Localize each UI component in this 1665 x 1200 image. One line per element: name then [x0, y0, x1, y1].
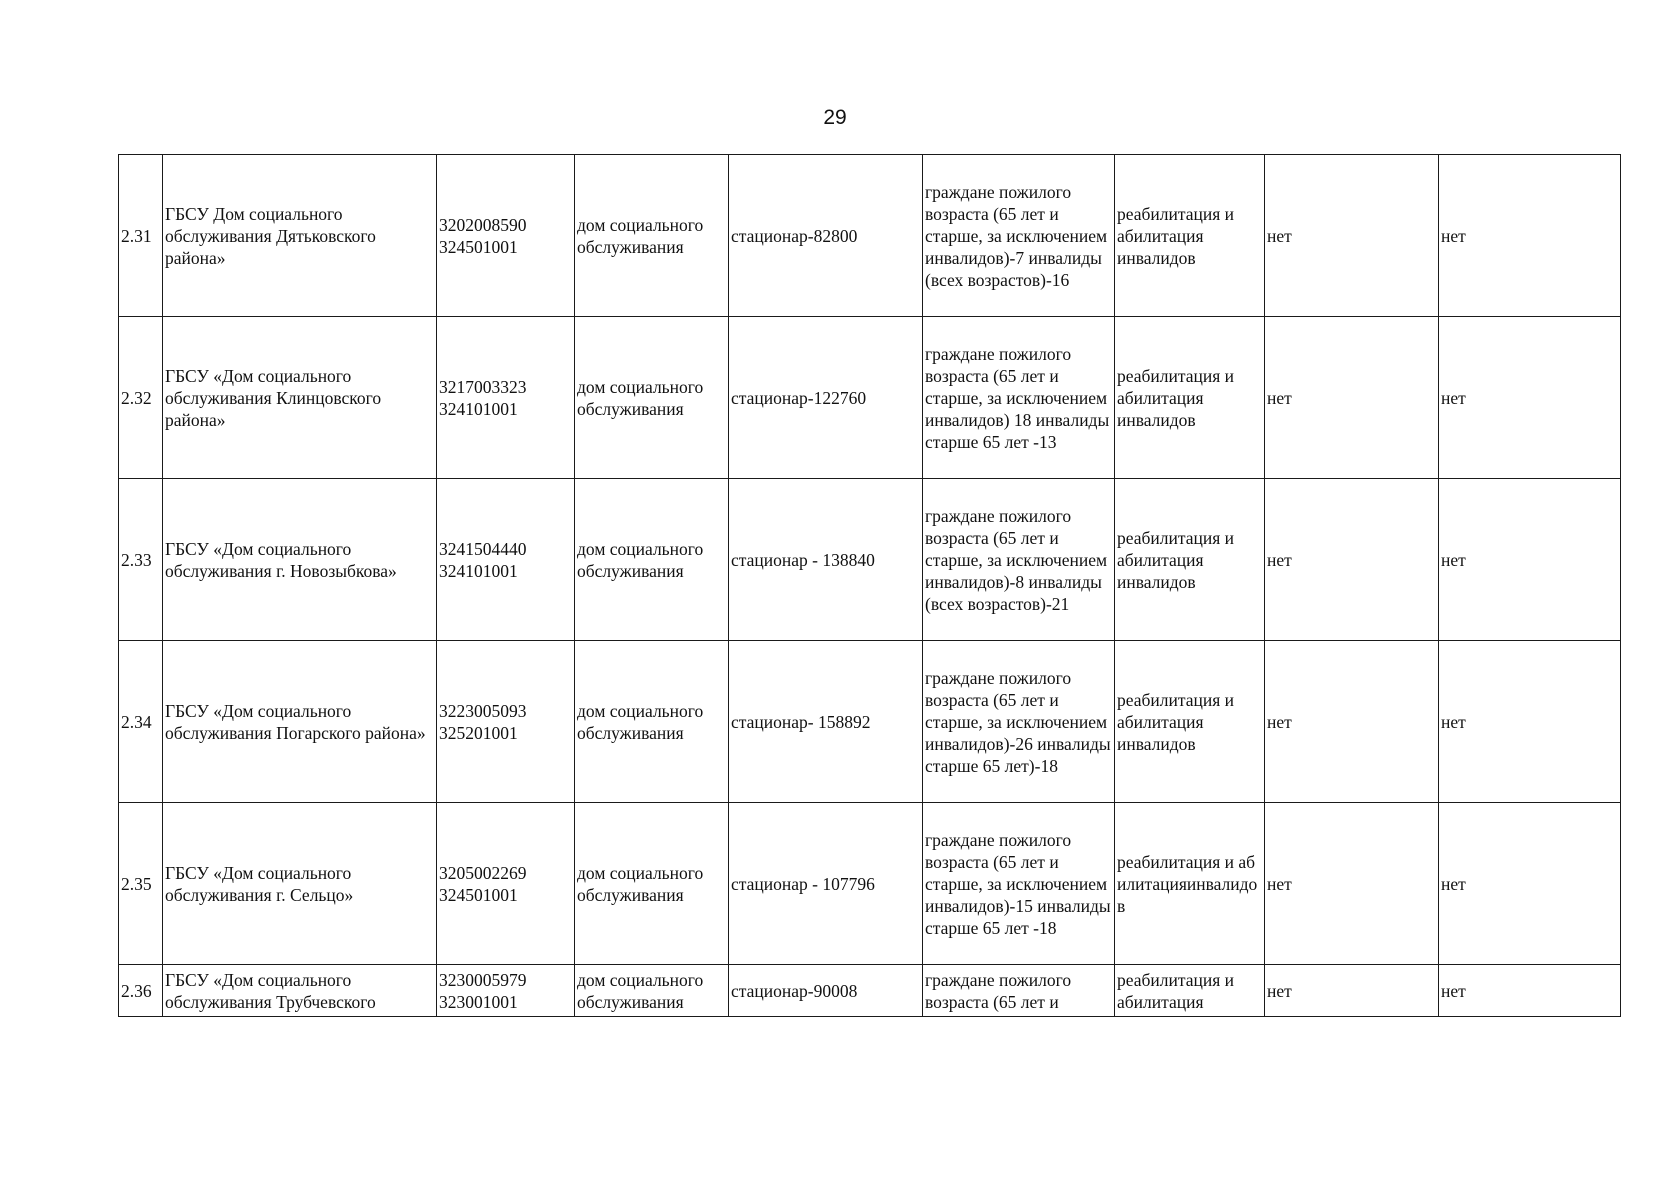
kpp-code: 324501001: [439, 236, 518, 257]
institution-name: [163, 965, 437, 1017]
kpp-code: 324501001: [439, 884, 518, 905]
institutions-table: [118, 154, 1621, 1017]
recipients: [923, 803, 1115, 965]
capacity: стационар-122760: [729, 317, 923, 479]
services-text: реабилитация и абилитация инвалидов: [1117, 365, 1235, 430]
column-9-value: нет: [1439, 155, 1621, 317]
capacity: стационар - 107796: [729, 803, 923, 965]
table-row: [119, 641, 1621, 803]
services-text: реабилитация и абилитацияинвалидов: [1117, 851, 1258, 916]
services-text: реабилитация и абилитация инвалидов: [1117, 527, 1235, 592]
page-number: 29: [823, 106, 847, 129]
kpp-code: 323001001: [439, 991, 518, 1012]
institution-type: [575, 641, 729, 803]
capacity: стационар- 158892: [729, 641, 923, 803]
inn-code: 3202008590: [439, 214, 527, 235]
services-text: реабилитация и абилитация инвалидов: [1117, 689, 1235, 754]
table-row: [119, 155, 1621, 317]
recipients: [923, 479, 1115, 641]
name-text: ГБСУ «Дом социального обслуживания Трубчевского: [165, 969, 376, 1012]
institution-type: [575, 479, 729, 641]
row-number: 2.32: [119, 317, 163, 479]
column-8-value: нет: [1265, 155, 1439, 317]
name-line: ГБСУ Дом социального обслуживания Дятьковского района»: [165, 203, 376, 268]
inn-kpp-codes: [437, 479, 575, 641]
services: [1115, 803, 1265, 965]
inn-code: 3223005093: [439, 700, 527, 721]
inn-code: 3217003323: [439, 376, 527, 397]
column-9-value: нет: [1439, 479, 1621, 641]
inn-kpp-codes: [437, 317, 575, 479]
institution-type: [575, 965, 729, 1017]
row-number: 2.34: [119, 641, 163, 803]
table-body: [119, 155, 1621, 1017]
column-9-value: нет: [1439, 317, 1621, 479]
inn-kpp-codes: [437, 803, 575, 965]
services-text: реабилитация и абилитация инвалидов: [1117, 203, 1235, 268]
institution-name: [163, 803, 437, 965]
institution-type-text: дом социального обслуживания: [577, 862, 704, 905]
inn-kpp-codes: [437, 641, 575, 803]
services: [1115, 479, 1265, 641]
row-number: 2.36: [119, 965, 163, 1017]
column-8-value: нет: [1265, 965, 1439, 1017]
recipients-text: граждане пожилого возраста (65 лет и: [925, 969, 1072, 1012]
inn-code: 3230005979: [439, 969, 527, 990]
name-text: ГБСУ «Дом социального обслуживания г. Новозыбкова»: [165, 538, 397, 581]
inn-kpp-codes: [437, 965, 575, 1017]
row-number: 2.31: [119, 155, 163, 317]
table-row: [119, 479, 1621, 641]
institution-name: [163, 317, 437, 479]
row-number: 2.35: [119, 803, 163, 965]
name-text: ГБСУ «Дом социального обслуживания Погарского района»: [165, 700, 426, 743]
institution-type: [575, 155, 729, 317]
column-8-value: нет: [1265, 479, 1439, 641]
recipients: [923, 641, 1115, 803]
inn-kpp-codes: [437, 155, 575, 317]
table-row: [119, 965, 1621, 1017]
kpp-code: 324101001: [439, 398, 518, 419]
recipients-text: граждане пожилого возраста (65 лет и старше, за исключением инвалидов) 18 инвалиды старше 65 лет -13: [925, 343, 1110, 452]
institution-type-text: дом социального обслуживания: [577, 700, 704, 743]
institution-type-text: дом социального обслуживания: [577, 538, 704, 581]
capacity: стационар-82800: [729, 155, 923, 317]
recipients-text: граждане пожилого возраста (65 лет и старше, за исключением инвалидов)-26 инвалиды старше 65 лет)-18: [925, 667, 1111, 776]
institution-type: [575, 803, 729, 965]
column-9-value: нет: [1439, 641, 1621, 803]
institution-name: [163, 155, 437, 317]
institution-type-text: дом социального обслуживания: [577, 969, 704, 1012]
column-9-value: нет: [1439, 965, 1621, 1017]
institution-name: [163, 479, 437, 641]
capacity: стационар - 138840: [729, 479, 923, 641]
column-8-value: нет: [1265, 317, 1439, 479]
kpp-code: 324101001: [439, 560, 518, 581]
inn-code: 3241504440: [439, 538, 527, 559]
recipients-text: граждане пожилого возраста (65 лет и старше, за исключением инвалидов)-8 инвалиды (всех возрастов)-21: [925, 505, 1108, 614]
recipients-text: граждане пожилого возраста (65 лет и старше, за исключением инвалидов)-7 инвалиды (всех возрастов)-16: [925, 181, 1108, 290]
recipients: [923, 317, 1115, 479]
kpp-code: 325201001: [439, 722, 518, 743]
column-9-value: нет: [1439, 803, 1621, 965]
column-8-value: нет: [1265, 641, 1439, 803]
recipients-text: граждане пожилого возраста (65 лет и старше, за исключением инвалидов)-15 инвалиды старше 65 лет -18: [925, 829, 1111, 938]
table-row: [119, 317, 1621, 479]
name-text: ГБСУ «Дом социального обслуживания г. Сельцо»: [165, 862, 354, 905]
services: [1115, 965, 1265, 1017]
row-number: 2.33: [119, 479, 163, 641]
column-8-value: нет: [1265, 803, 1439, 965]
table-row: [119, 803, 1621, 965]
recipients: [923, 155, 1115, 317]
capacity: стационар-90008: [729, 965, 923, 1017]
name-text: ГБСУ «Дом социального обслуживания Клинцовского района»: [165, 365, 382, 430]
services: [1115, 641, 1265, 803]
recipients: [923, 965, 1115, 1017]
institution-type: [575, 317, 729, 479]
institution-type-text: дом социального обслуживания: [577, 214, 704, 257]
services-text: реабилитация и абилитация: [1117, 969, 1235, 1012]
inn-code: 3205002269: [439, 862, 527, 883]
institution-name: [163, 641, 437, 803]
services: [1115, 155, 1265, 317]
services: [1115, 317, 1265, 479]
institution-type-text: дом социального обслуживания: [577, 376, 704, 419]
